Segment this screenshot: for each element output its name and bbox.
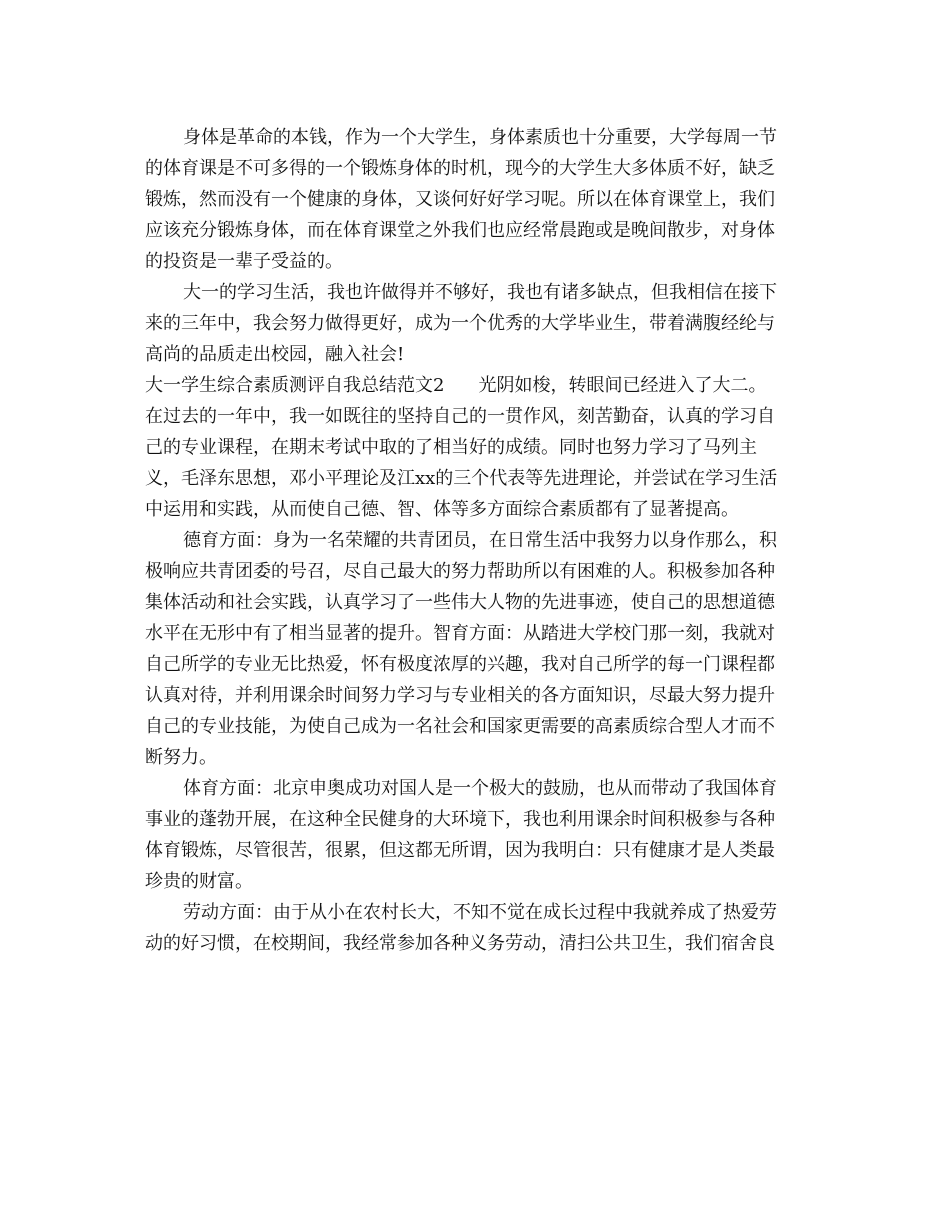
text-line: 应该充分锻炼身体，而在体育课堂之外我们也应经常晨跑或是晚间散步，对身体 xyxy=(145,220,775,241)
text-line: 认真对待，并利用课余时间努力学习与专业相关的各方面知识，尽最大努力提升 xyxy=(145,685,775,706)
text-line: 极响应共青团委的号召，尽自己最大的努力帮助所以有困难的人。积极参加各种 xyxy=(145,561,775,582)
text-line: 大一的学习生活，我也许做得并不够好，我也有诸多缺点，但我相信在接下 xyxy=(183,282,777,303)
text-line: 断努力。 xyxy=(145,747,217,768)
text-line: 来的三年中，我会努力做得更好，成为一个优秀的大学毕业生，带着满腹经纶与 xyxy=(145,313,775,334)
text-line: 珍贵的财富。 xyxy=(145,871,253,892)
text-line: 身体是革命的本钱，作为一个大学生，身体素质也十分重要，大学每周一节 xyxy=(183,127,777,148)
text-line: 自己所学的专业无比热爱，怀有极度浓厚的兴趣，我对自己所学的每一门课程都 xyxy=(145,654,775,675)
text-line: 锻炼，然而没有一个健康的身体，又谈何好好学习呢。所以在体育课堂上，我们 xyxy=(145,189,775,210)
text-line: 动的好习惯，在校期间，我经常参加各种义务劳动，清扫公共卫生，我们宿舍良 xyxy=(145,933,775,954)
text-line: 的体育课是不可多得的一个锻炼身体的时机，现今的大学生大多体质不好，缺乏 xyxy=(145,158,775,179)
text-line: 水平在无形中有了相当显著的提升。智育方面：从踏进大学校门那一刻，我就对 xyxy=(145,623,775,644)
text-line: 体育方面：北京申奥成功对国人是一个极大的鼓励，也从而带动了我国体育 xyxy=(183,778,777,799)
text-line: 劳动方面：由于从小在农村长大，不知不觉在成长过程中我就养成了热爱劳 xyxy=(183,902,777,923)
text-line: 高尚的品质走出校园，融入社会! xyxy=(145,344,405,365)
document-body xyxy=(145,122,805,959)
text-line: 己的专业课程，在期末考试中取的了相当好的成绩。同时也努力学习了马列主 xyxy=(145,437,757,458)
text-line: 德育方面：身为一名荣耀的共青团员，在日常生活中我努力以身作那么，积 xyxy=(183,530,777,551)
section-opening: 光阴如梭，转眼间已经进入了大二。 xyxy=(478,375,767,396)
text-line: 体育锻炼，尽管很苦，很累，但这都无所谓，因为我明白：只有健康才是人类最 xyxy=(145,840,775,861)
text-line: 事业的蓬勃开展，在这种全民健身的大环境下，我也利用课余时间积极参与各种 xyxy=(145,809,775,830)
text-line: 集体活动和社会实践，认真学习了一些伟大人物的先进事迹，使自己的思想道德 xyxy=(145,592,775,613)
section-title: 大一学生综合素质测评自我总结范文2 xyxy=(145,375,445,396)
text-line: 中运用和实践，从而使自己德、智、体等多方面综合素质都有了显著提高。 xyxy=(145,499,739,520)
section-title-line xyxy=(145,370,805,401)
text-line: 自己的专业技能，为使自己成为一名社会和国家更需要的高素质综合型人才而不 xyxy=(145,716,775,737)
text-line: 在过去的一年中，我一如既往的坚持自己的一贯作风，刻苦勤奋，认真的学习自 xyxy=(145,406,775,427)
text-line: 的投资是一辈子受益的。 xyxy=(145,251,343,272)
text-line: 义，毛泽东思想，邓小平理论及江xx的三个代表等先进理论，并尝试在学习生活 xyxy=(145,468,778,489)
